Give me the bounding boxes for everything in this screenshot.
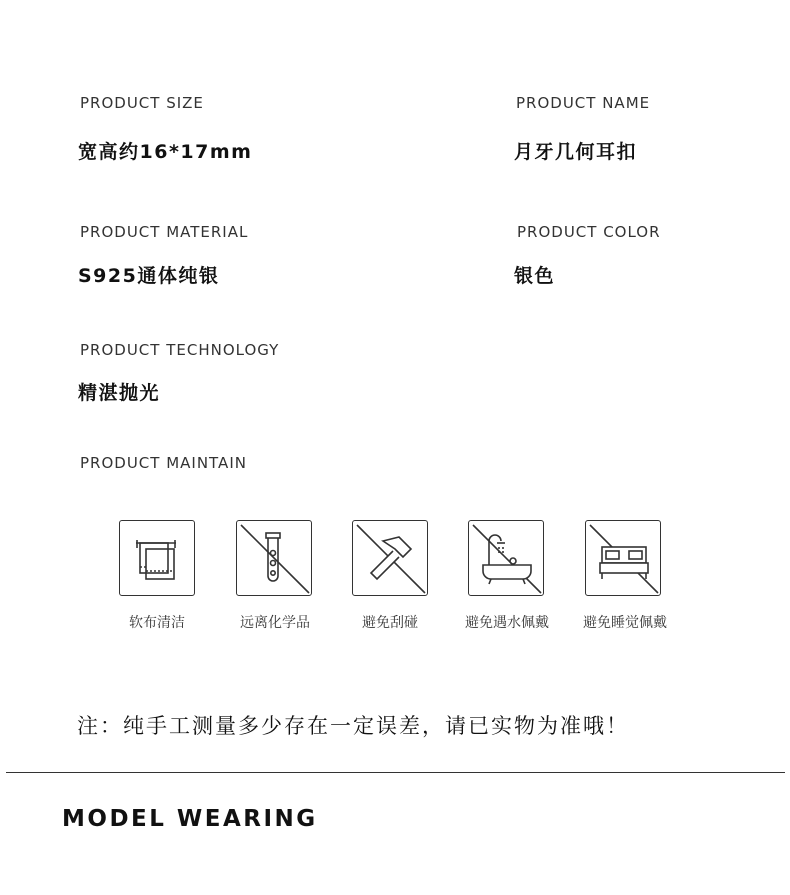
product-material-label: PRODUCT MATERIAL	[80, 223, 249, 241]
maintain-caption: 避免刮碰	[362, 615, 418, 631]
bathtub-icon	[468, 520, 544, 596]
test-tube-icon	[236, 520, 312, 596]
towel-icon	[119, 520, 195, 596]
section-title: MODEL WEARING	[62, 806, 318, 832]
divider	[6, 772, 785, 773]
maintain-caption: 避免遇水佩戴	[465, 615, 549, 631]
hammer-icon	[352, 520, 428, 596]
maintain-caption: 软布清洁	[129, 615, 185, 631]
product-technology-label: PRODUCT TECHNOLOGY	[80, 341, 280, 359]
bed-icon	[585, 520, 661, 596]
maintain-caption: 避免睡觉佩戴	[583, 615, 667, 631]
product-maintain-label: PRODUCT MAINTAIN	[80, 454, 247, 472]
product-technology-value: 精湛抛光	[78, 382, 161, 404]
product-size-label: PRODUCT SIZE	[80, 94, 204, 112]
product-color-value: 银色	[514, 265, 556, 287]
maintain-caption: 远离化学品	[240, 615, 310, 631]
measurement-note: 注：纯手工测量多少存在一定误差，请已实物为准哦！	[77, 714, 629, 738]
product-size-value: 宽高约16*17mm	[78, 141, 253, 163]
product-material-value: S925通体纯银	[78, 265, 220, 287]
product-name-label: PRODUCT NAME	[516, 94, 651, 112]
product-color-label: PRODUCT COLOR	[517, 223, 661, 241]
product-name-value: 月牙几何耳扣	[514, 141, 638, 163]
